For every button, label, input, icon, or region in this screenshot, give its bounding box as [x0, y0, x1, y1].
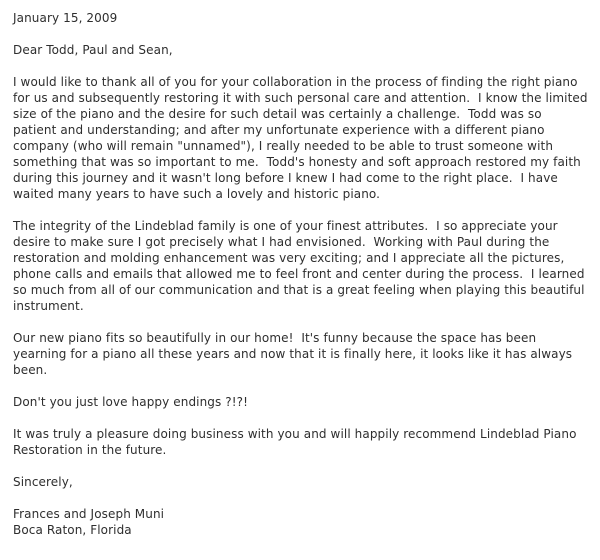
letter-date: January 15, 2009 — [13, 11, 118, 25]
salutation: Dear Todd, Paul and Sean, — [13, 43, 173, 57]
paragraph-5: It was truly a pleasure doing business with you and will happily recommend Lindeblad Piano Restoration in the future. — [13, 427, 581, 457]
signature-block — [13, 506, 588, 538]
paragraph-1: I would like to thank all of you for your collaboration in the process of finding the right piano for us and subsequently restoring it with such personal care and attention. I know the limited size of the piano and the desire for such detail was certainly a challenge. Todd was so patient and understanding; and after my unfortunate experience with a different piano company (who will remain "unnamed"), I really needed to be able to trust someone with something that was so important to me. Todd's honesty and soft approach restored my faith during this journey and it wasn't long before I knew I had come to the right place. I have waited many years to have such a lovely and historic piano. — [13, 75, 592, 201]
paragraph-3: Our new piano fits so beautifully in our home! It's funny because the space has been yearning for a piano all these years and now that it is finally here, it looks like it has always been. — [13, 331, 577, 377]
paragraph-4: Don't you just love happy endings ?!?! — [13, 395, 249, 409]
paragraph-2: The integrity of the Lindeblad family is one of your finest attributes. I so appreciate your desire to make sure I got precisely what I had envisioned. Working with Paul during the restoration and molding enhancement was very exciting; and I appreciate all the pictures, phone calls and emails that allowed me to feel front and center during the process. I learned so much from all of our communication and that is a great feeling when playing this beautiful instrument. — [13, 219, 589, 313]
closing: Sincerely, — [13, 475, 73, 489]
signature-name: Frances and Joseph Muni — [13, 507, 165, 521]
signature-location: Boca Raton, Florida — [13, 523, 132, 537]
